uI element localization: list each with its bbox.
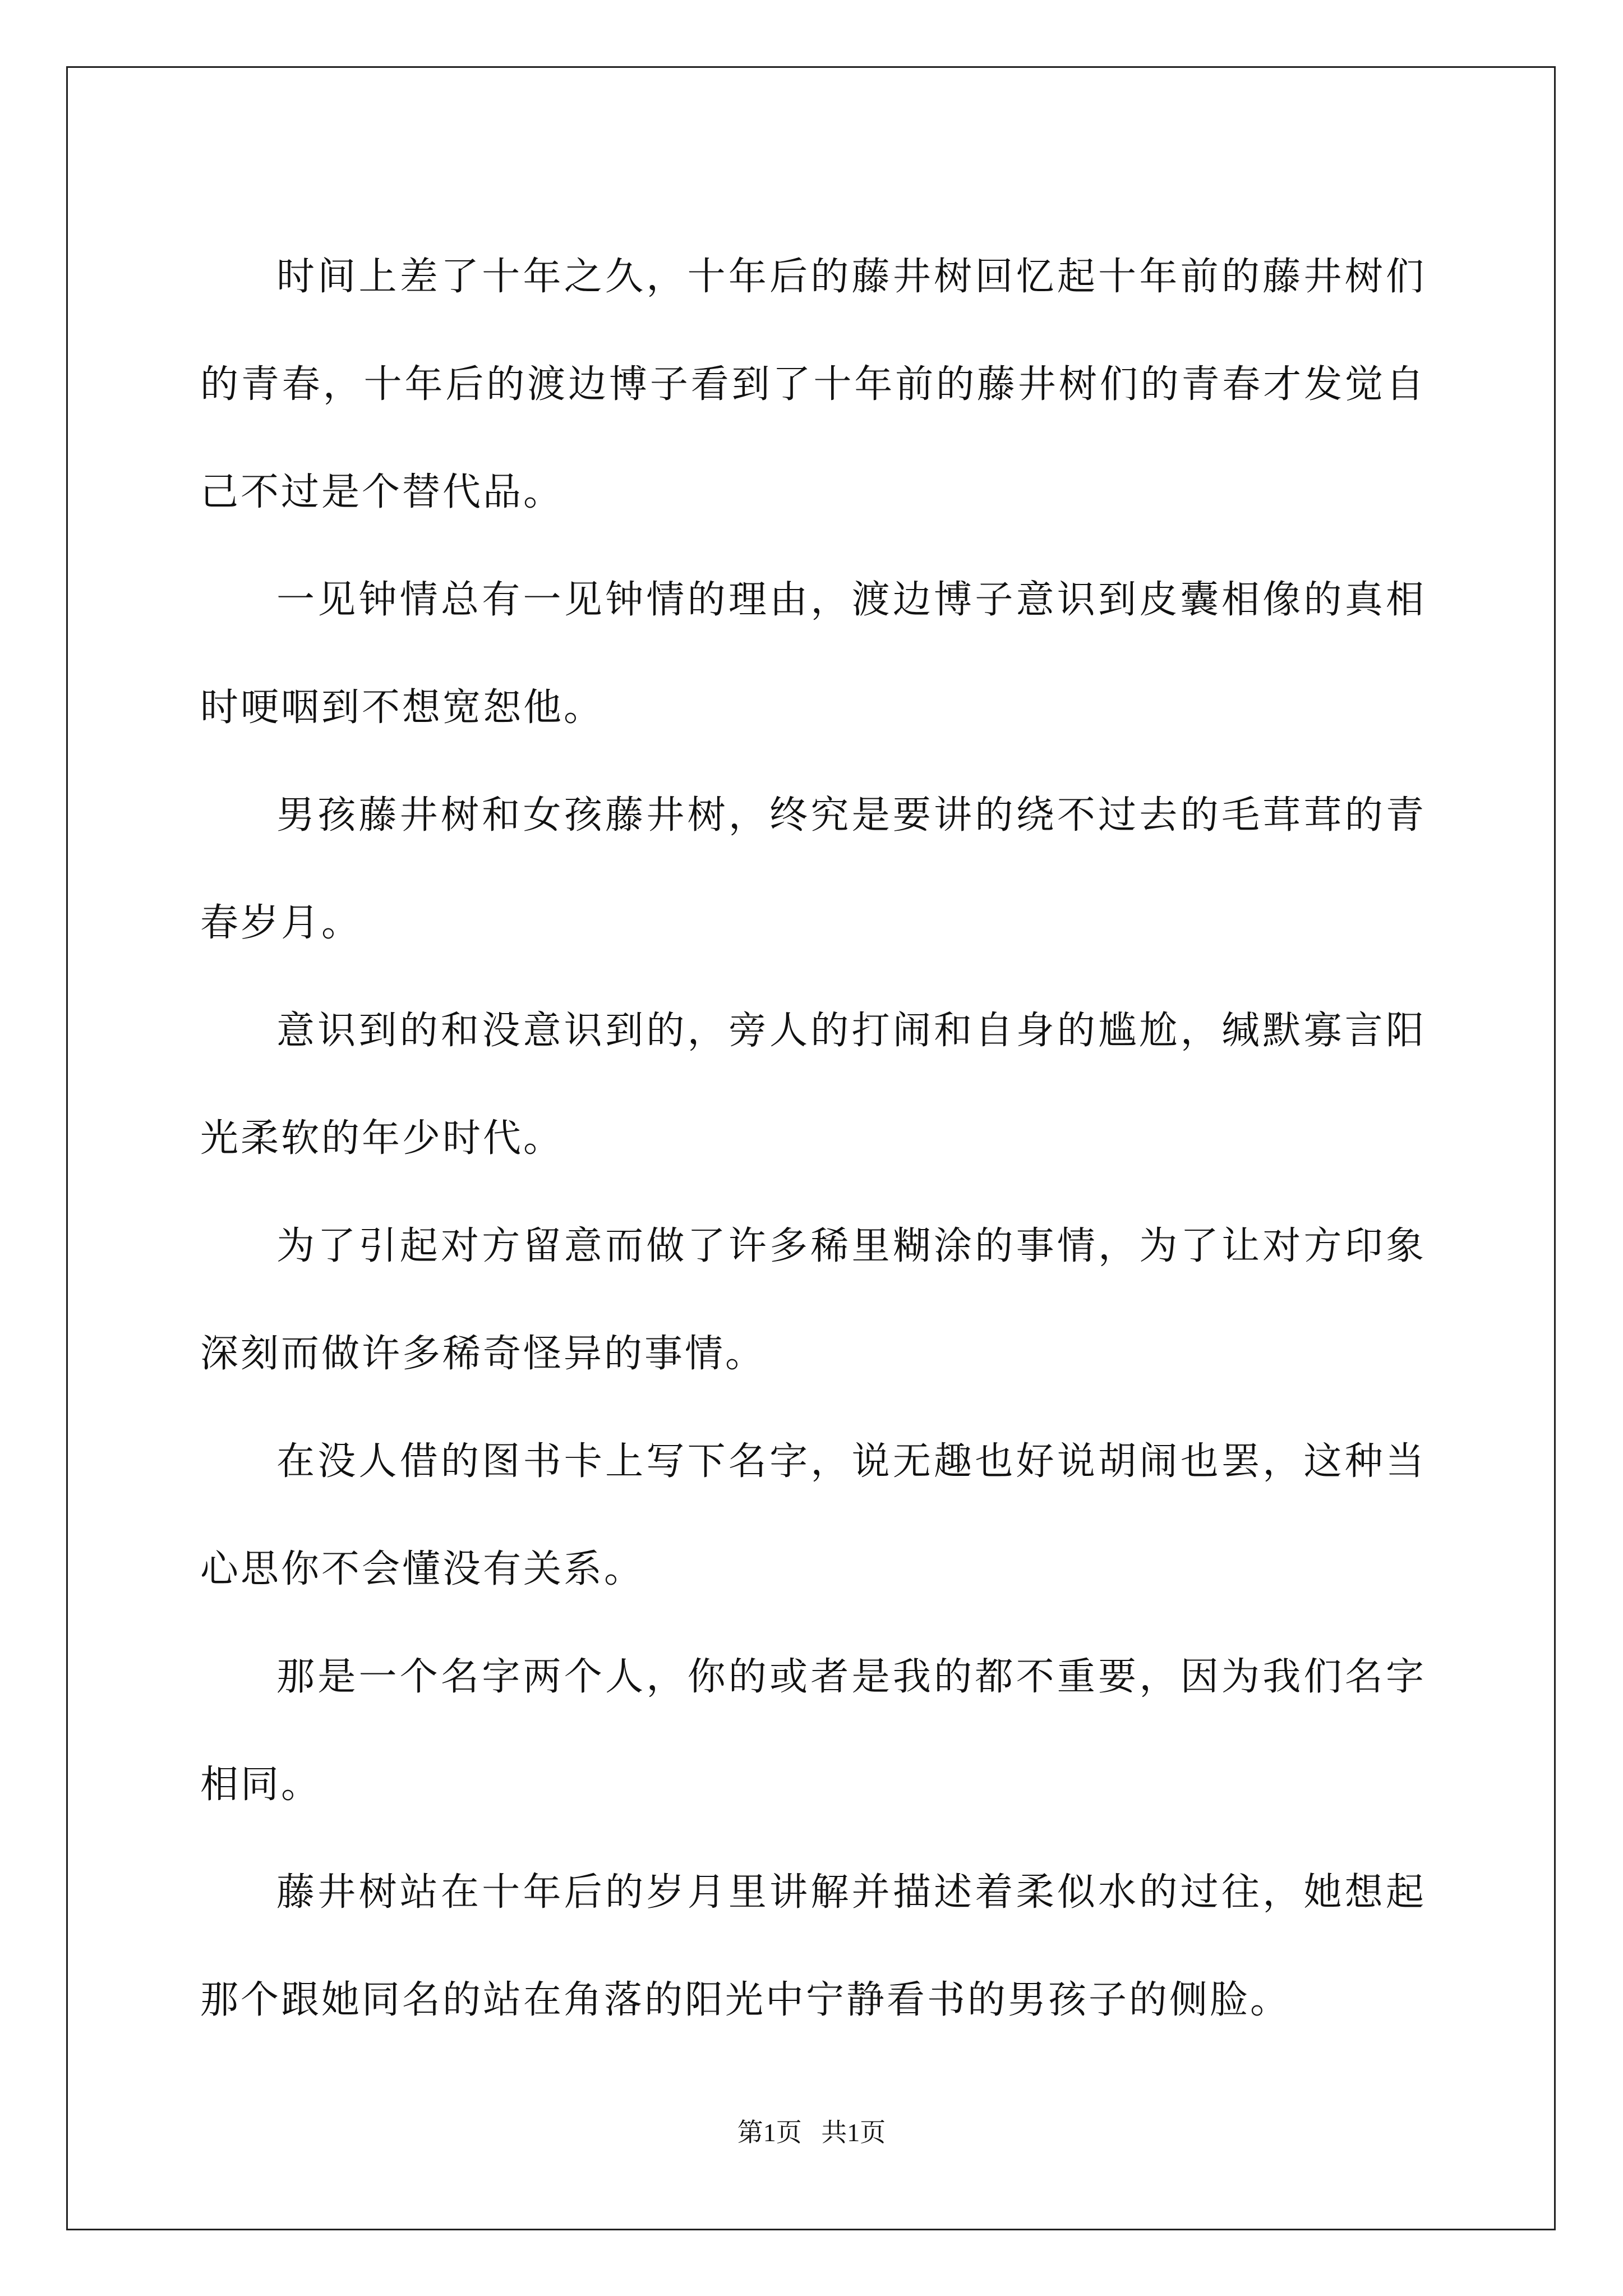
page-footer	[0, 2116, 1623, 2150]
paragraph: 藤井树站在十年后的岁月里讲解并描述着柔似水的过往，她想起那个跟她同名的站在角落的阳光中宁静看书的男孩子的侧脸。	[200, 1870, 1426, 2022]
page-number: 第1页	[737, 2118, 802, 2147]
page-total: 共1页	[821, 2118, 886, 2147]
paragraph: 为了引起对方留意而做了许多稀里糊涂的事情，为了让对方印象深刻而做许多稀奇怪异的事情。	[200, 1224, 1426, 1376]
paragraph: 那是一个名字两个人，你的或者是我的都不重要，因为我们名字相同。	[200, 1655, 1426, 1807]
paragraph: 时间上差了十年之久，十年后的藤井树回忆起十年前的藤井树们的青春，十年后的渡边博子看到了十年前的藤井树们的青春才发觉自己不过是个替代品。	[200, 255, 1426, 514]
document-body	[200, 223, 1426, 2054]
paragraph: 意识到的和没意识到的，旁人的打闹和自身的尴尬，缄默寡言阳光柔软的年少时代。	[200, 1009, 1426, 1161]
paragraph: 一见钟情总有一见钟情的理由，渡边博子意识到皮囊相像的真相时哽咽到不想宽恕他。	[200, 578, 1426, 730]
footer-gap	[802, 2118, 822, 2147]
paragraph: 男孩藤井树和女孩藤井树，终究是要讲的绕不过去的毛茸茸的青春岁月。	[200, 793, 1426, 945]
paragraph: 在没人借的图书卡上写下名字，说无趣也好说胡闹也罢，这种当心思你不会懂没有关系。	[200, 1439, 1426, 1591]
